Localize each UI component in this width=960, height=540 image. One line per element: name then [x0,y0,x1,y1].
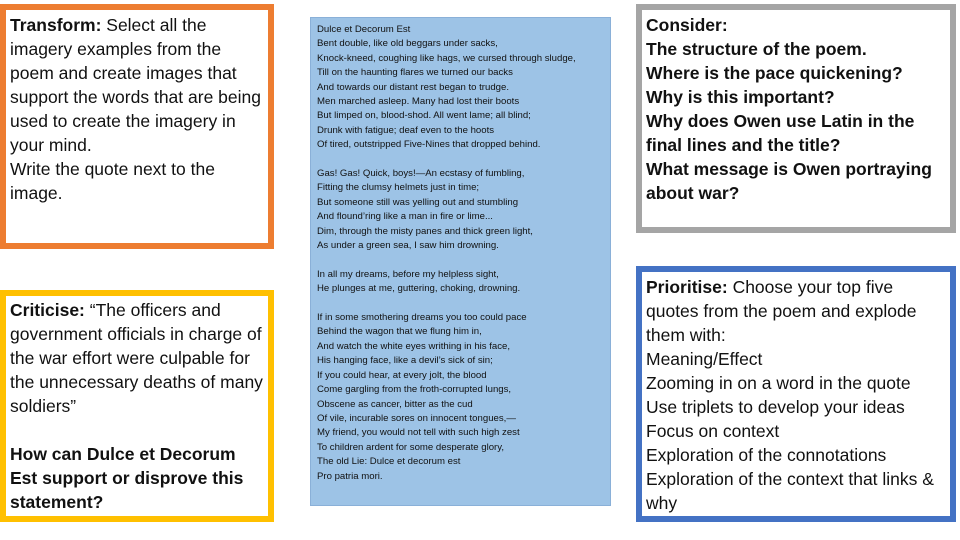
consider-line: What message is Owen portraying about war? [646,159,932,203]
consider-line: The structure of the poem. [646,39,867,59]
poem-line: He plunges at me, guttering, choking, drowning. [317,283,521,295]
criticise-question: How can Dulce et Decorum Est support or disprove this statement? [10,444,244,512]
prioritise-intro: Choose your top five quotes from the poem and explode them with: [646,277,917,345]
transform-text [10,13,264,157]
poem-line: Of tired, outstripped Five-Nines that dropped behind. [317,139,541,151]
poem-line: As under a green sea, I saw him drowning. [317,240,499,252]
prioritise-item: Meaning/Effect [646,349,763,369]
criticise-quote: “The officers and government officials in charge of the war effort were culpable for the unnecessary deaths of many soldiers” [10,300,263,416]
criticise-task-box [0,290,274,522]
poem-line: To children ardent for some desperate glory, [317,441,504,453]
consider-task-box [636,4,956,233]
consider-line: Why is this important? [646,87,835,107]
poem-line: Drunk with fatigue; deaf even to the hoots [317,124,495,136]
poem-line: And watch the white eyes writhing in his face, [317,340,511,352]
poem-line: Pro patria mori. [317,470,383,482]
prioritise-item: Zooming in on a word in the quote [646,373,911,393]
poem-line: Bent double, like old beggars under sacks, [317,38,498,50]
poem-line: Gas! Gas! Quick, boys!—An ecstasy of fumbling, [317,168,525,180]
poem-line: Come gargling from the froth-corrupted lungs, [317,384,512,396]
prioritise-text [646,275,946,347]
prioritise-heading: Prioritise: [646,277,728,297]
poem-line: If in some smothering dreams you too could pace [317,312,527,324]
poem-line: If you could hear, at every jolt, the blood [317,369,487,381]
prioritise-item: Use triplets to develop your ideas [646,397,905,417]
poem-line: Dim, through the misty panes and thick green light, [317,225,533,237]
poem-line: Knock-kneed, coughing like hags, we cursed through sludge, [317,52,576,64]
poem-line: His hanging face, like a devil’s sick of sin; [317,355,493,367]
poem-title: Dulce et Decorum Est [317,24,411,35]
criticise-heading: Criticise: [10,300,85,320]
poem-line: And flound’ring like a man in fire or lime... [317,211,493,223]
poem-line: And towards our distant rest began to trudge. [317,81,509,93]
transform-heading: Transform: [10,15,102,35]
consider-heading: Consider: [646,15,728,35]
poem-line: Men marched asleep. Many had lost their boots [317,96,520,108]
consider-line: Where is the pace quickening? [646,63,903,83]
transform-task-box [0,4,274,249]
criticise-text [10,298,264,418]
poem-line: But limped on, blood-shod. All went lame; all blind; [317,110,531,122]
poem-line: Till on the haunting flares we turned our backs [317,67,513,79]
poem-line: Obscene as cancer, bitter as the cud [317,398,473,410]
poem-line: Fitting the clumsy helmets just in time; [317,182,480,194]
poem-line: Behind the wagon that we flung him in, [317,326,482,338]
poem-panel [310,17,611,506]
spacer [10,418,264,442]
prioritise-item: Exploration of the context that links & why [646,469,934,513]
poem-line: The old Lie: Dulce et decorum est [317,456,461,468]
consider-line: Why does Owen use Latin in the final lines and the title? [646,111,915,155]
poem-line: My friend, you would not tell with such high zest [317,427,520,439]
transform-body: Select all the imagery examples from the poem and create images that support the words that are being used to create the imagery in your mind. [10,15,261,155]
prioritise-item: Focus on context [646,421,780,441]
poem-line: Of vile, incurable sores on innocent tongues,— [317,412,516,424]
prioritise-task-box [636,266,956,522]
prioritise-item: Exploration of the connotations [646,445,887,465]
poem-line: But someone still was yelling out and stumbling [317,196,519,208]
poem-line: In all my dreams, before my helpless sight, [317,268,499,280]
transform-note: Write the quote next to the image. [10,159,215,203]
